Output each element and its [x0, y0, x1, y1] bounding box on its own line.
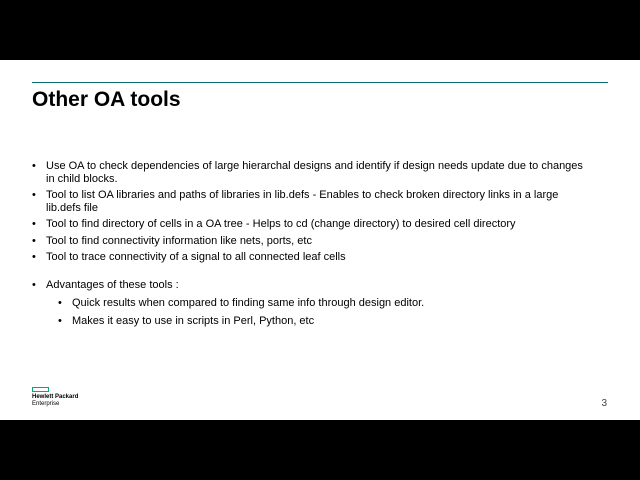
hpe-logo-text: [32, 394, 78, 407]
presentation-slide: [0, 60, 640, 420]
sub-bullet-item: • Makes it easy to use in scripts in Perl, Python, etc: [58, 315, 592, 328]
bullet-item: • Tool to find directory of cells in a OA tree - Helps to cd (change directory) to desired cell directory: [32, 218, 592, 231]
title-rule: [32, 82, 608, 83]
hpe-logo: [32, 387, 78, 407]
page-number: 3: [601, 398, 607, 409]
slide-title: Other OA tools: [32, 88, 181, 111]
hpe-logo-rectangle-icon: [32, 387, 49, 392]
logo-line-1: Hewlett Packard: [32, 394, 79, 400]
bullet-list: [32, 160, 592, 332]
bullet-item: • Use OA to check dependencies of large hierarchal designs and identify if design needs update due to changes in child blocks.: [32, 160, 592, 185]
logo-line-2: Enterprise: [32, 400, 60, 407]
advantages-item: [32, 279, 592, 328]
advantages-label: Advantages of these tools :: [46, 278, 179, 291]
bullet-item: • Tool to trace connectivity of a signal to all connected leaf cells: [32, 251, 592, 264]
advantages-sublist: [46, 297, 592, 327]
sub-bullet-item: • Quick results when compared to finding same info through design editor.: [58, 297, 592, 310]
bullet-item: • Tool to find connectivity information like nets, ports, etc: [32, 235, 592, 248]
bullet-item: • Tool to list OA libraries and paths of libraries in lib.defs - Enables to check broken directory links in a large lib.defs file: [32, 189, 592, 214]
